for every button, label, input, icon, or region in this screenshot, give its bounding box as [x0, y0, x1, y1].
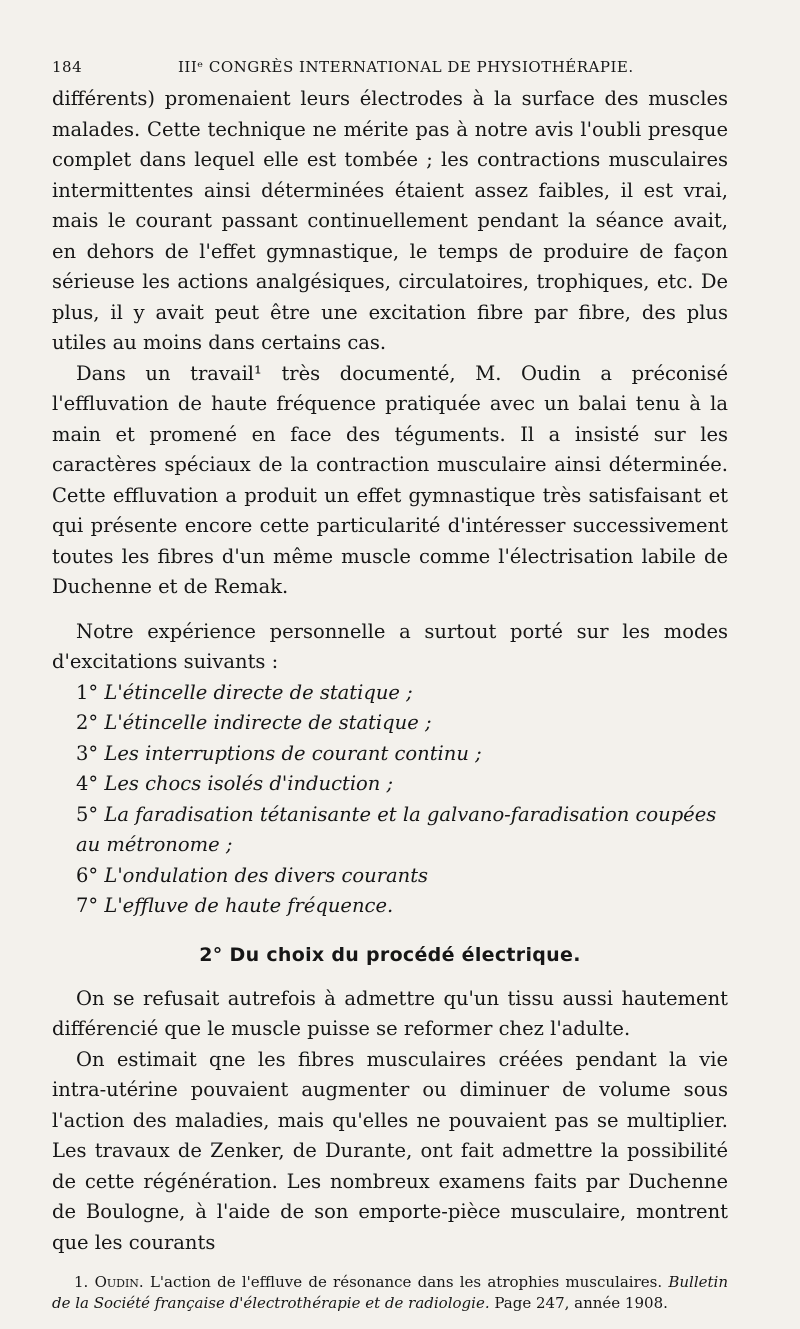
list-item: 7° L'effluve de haute fréquence.	[76, 894, 394, 917]
running-header	[52, 58, 728, 76]
footnote-number: 1.	[74, 1273, 89, 1291]
list-item: 6° L'ondulation des divers courants	[76, 863, 429, 887]
paragraph: Notre expérience personnelle a surtout porté sur les modes d'excitations suivants :	[52, 619, 728, 673]
page-number: 184	[52, 58, 83, 76]
footnote-author: Oudin.	[94, 1273, 144, 1291]
footnote-text: L'action de l'effluve de résonance dans les atrophies musculaires.	[149, 1273, 663, 1291]
list-item: 5° La faradisation tétanisante et la galvano-faradisation coupées au métronome ;	[76, 802, 717, 856]
running-title: IIIᵉ CONGRÈS INTERNATIONAL DE PHYSIOTHÉRAPIE.	[178, 58, 634, 76]
section-heading: 2° Du choix du procédé électrique.	[199, 943, 581, 966]
paragraph: On se refusait autrefois à admettre qu'un tissu aussi hautement différencié que le muscle puisse se reformer chez l'adulte.	[52, 986, 728, 1040]
list-item: 4° Les chocs isolés d'induction ;	[76, 772, 394, 795]
body-text	[52, 84, 728, 678]
list-item: 1° L'étincelle directe de statique ;	[76, 680, 413, 704]
paragraph: différents) promenaient leurs électrodes à la surface des muscles malades. Cette technique ne mérite pas à notre avis l'oubli presque complet dans lequel elle est tombée ; les contractions musculaires intermittentes ainsi déterminées étaient assez faibles, il est vrai, mais le courant passant continuellement pendant la séance avait, en dehors de l'effet gymnastique, le temps de produire de façon sérieuse les actions analgésiques, circulatoires, trophiques, etc. De plus, il y avait peut être une excitation fibre par fibre, des plus utiles au moins dans certains cas.	[52, 87, 728, 354]
paragraph: Dans un travail¹ très documenté, M. Oudin a préconisé l'effluvation de haute fréquence pratiquée avec un balai tenu à la main et promené en face des téguments. Il a insisté sur les caractères spéciaux de la contraction musculaire ainsi déterminée. Cette effluvation a produit un effet gymnastique très satisfaisant et qui présente encore cette particularité d'intéresser successivement toutes les fibres d'un même muscle comme l'électrisation labile de Duchenne et de Remak.	[52, 361, 728, 598]
list-item: 3° Les interruptions de courant continu ;	[76, 741, 482, 765]
list-item: 2° L'étincelle indirecte de statique ;	[76, 711, 432, 734]
section-body	[52, 984, 728, 1259]
footnote-journal: Bulletin de la Société française d'électrothérapie et de radiologie.	[52, 1273, 729, 1312]
footnote	[52, 1272, 728, 1314]
excitation-modes-list	[52, 678, 728, 922]
footnote-ref: Page 247, année 1908.	[494, 1294, 668, 1312]
book-page	[52, 58, 728, 1314]
paragraph: On estimait qne les fibres musculaires créées pendant la vie intra-utérine pouvaient augmenter ou diminuer de volume sous l'action des maladies, mais qu'elles ne pouvaient pas se multiplier. Les travaux de Zenker, de Durante, ont fait admettre la possibilité de cette régénération. Les nombreux examens faits par Duchenne de Boulogne, à l'aide de son emporte-pièce musculaire, montrent que les courants	[52, 1047, 728, 1254]
